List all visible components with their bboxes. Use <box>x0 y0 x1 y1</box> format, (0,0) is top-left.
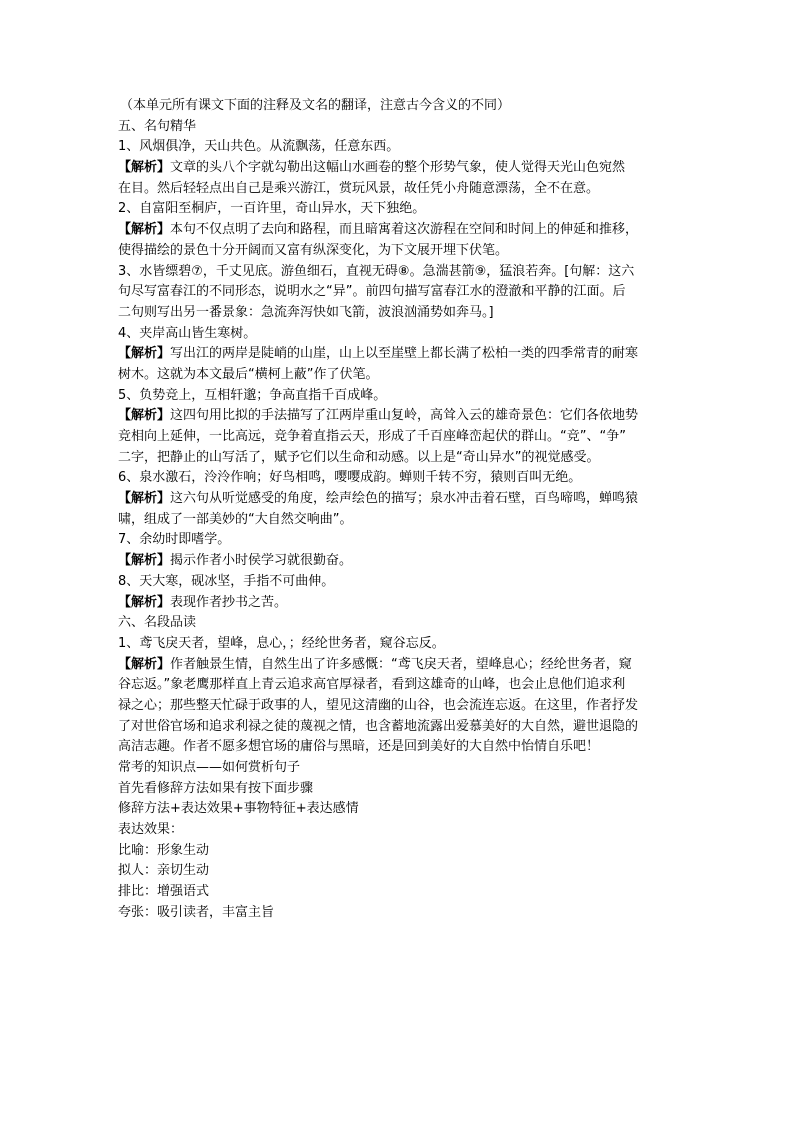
analysis-6-line-2: 啸，组成了一部美妙的“大自然交响曲”。 <box>118 511 353 527</box>
passage-analysis-line-3: 禄之心；那些整天忙碌于政事的人，望见这清幽的山谷，也会流连忘返。在这里，作者抒发 <box>118 697 639 713</box>
quote-6: 6、泉水激石，泠泠作响；好鸟相鸣，嘤嘤成韵。蝉则千转不穷，猿则百叫无绝。 <box>118 470 582 486</box>
analysis-tag: 【解析】 <box>118 408 171 424</box>
quote-3-line-1: 3、水皆缥碧⑦，千丈见底。游鱼细石，直视无碍⑧。急湍甚箭⑨，猛浪若奔。[句解：这六 <box>118 263 635 279</box>
analysis-1-line-2: 在目。然后轻轻点出自己是乘兴游江，赏玩风景，故任凭小舟随意漂荡，全不在意。 <box>118 180 600 196</box>
analysis-4-line-1: 【解析】写出江的两岸是陡峭的山崖，山上以至崖壁上都长满了松柏一类的四季常青的耐寒 <box>118 346 639 362</box>
quote-5: 5、负势竞上，互相轩邈；争高直指千百成峰。 <box>118 387 387 403</box>
effect-item: 拟人：亲切生动 <box>118 863 210 879</box>
analysis-5-line-3: 二字，把静止的山写活了，赋予它们以生命和动感。以上是“奇山异水”的视觉感受。 <box>118 449 600 465</box>
analysis-7-line-1: 【解析】揭示作者小时侯学习就很勤奋。 <box>118 553 353 569</box>
passage-analysis-line-2: 谷忘返。”象老鹰那样直上青云追求高官厚禄者，看到这雄奇的山峰，也会止息他们追求利 <box>118 677 626 693</box>
quote-8: 8、天大寒，砚冰坚，手指不可曲伸。 <box>118 573 335 589</box>
analysis-tag: 【解析】 <box>118 491 171 507</box>
document-body <box>118 96 678 924</box>
passage-analysis-line-1: 【解析】作者触景生情，自然生出了许多感慨：“鸢飞戾天者，望峰息心；经纶世务者，窥 <box>118 656 632 672</box>
analysis-1-line-1: 【解析】文章的头八个字就勾勒出这幅山水画卷的整个形势气象，使人觉得天光山色宛然 <box>118 160 626 176</box>
analysis-5-line-2: 竞相向上延伸，一比高远，竞争着直指云天，形成了千百座峰峦起伏的群山。“竞”、“争” <box>118 429 626 444</box>
analysis-4-line-2: 树木。这就为本文最后“横柯上蔽”作了伏笔。 <box>118 366 379 382</box>
analysis-6-line-1: 【解析】这六句从听觉感受的角度，绘声绘色的描写；泉水冲击着石壁，百鸟啼鸣，蝉鸣猿 <box>118 491 639 507</box>
effect-item: 比喻：形象生动 <box>118 842 210 858</box>
quote-3-line-2: 句尽写富春江的不同形态，说明水之“异”。前四句描写富春江水的澄澈和平静的江面。后 <box>118 284 626 300</box>
analysis-8-line-1: 【解析】表现作者抄书之苦。 <box>118 594 288 610</box>
quote-7: 7、余幼时即嗜学。 <box>118 532 231 548</box>
effects-label: 表达效果： <box>118 822 184 838</box>
analysis-2-line-1: 【解析】本句不仅点明了去向和路程，而且暗寓着这次游程在空间和时间上的伸延和推移， <box>118 222 639 238</box>
knowledge-title: 常考的知识点——如何赏析句子 <box>118 760 301 775</box>
analysis-tag: 【解析】 <box>118 656 171 672</box>
analysis-tag: 【解析】 <box>118 594 171 610</box>
section-6-heading: 六、名段品读 <box>118 615 197 631</box>
quote-2: 2、自富阳至桐庐，一百许里，奇山异水，天下独绝。 <box>118 201 426 217</box>
effect-item: 排比：增强语式 <box>118 884 210 900</box>
analysis-2-line-2: 使得描绘的景色十分开阔而又富有纵深变化，为下文展开埋下伏笔。 <box>118 242 509 258</box>
quote-1: 1、风烟俱净，天山共色。从流飘荡，任意东西。 <box>118 139 400 155</box>
analysis-5-line-1: 【解析】这四句用比拟的手法描写了江两岸重山复岭，高耸入云的雄奇景色：它们各依地势 <box>118 408 639 424</box>
analysis-tag: 【解析】 <box>118 346 171 362</box>
analysis-tag: 【解析】 <box>118 553 171 569</box>
passage-quote-1: 1、鸢飞戾天者，望峰，息心，；经纶世务者，窥谷忘反。 <box>118 635 445 651</box>
analysis-tag: 【解析】 <box>118 222 171 238</box>
passage-analysis-line-5: 高洁志趣。作者不愿多想官场的庸俗与黑暗，还是回到美好的大自然中怡情自乐吧！ <box>118 739 600 755</box>
passage-analysis-line-4: 了对世俗官场和追求利禄之徒的蔑视之情，也含蓄地流露出爱慕美好的大自然，避世退隐的 <box>118 718 639 734</box>
intro-note: （本单元所有课文下面的注释及文名的翻译，注意古今含义的不同） <box>120 98 511 113</box>
analysis-tag: 【解析】 <box>118 160 171 176</box>
section-5-heading: 五、名句精华 <box>118 118 197 134</box>
knowledge-step: 首先看修辞方法如果有按下面步骤 <box>118 780 314 796</box>
quote-4: 4、夹岸高山皆生寒树。 <box>118 325 257 341</box>
knowledge-formula: 修辞方法+表达效果+事物特征+表达感情 <box>118 801 359 817</box>
quote-3-line-3: 二句则写出另一番景象：急流奔泻快如飞箭，波浪汹涌势如奔马。] <box>118 304 494 320</box>
effect-item: 夸张：吸引读者，丰富主旨 <box>118 904 275 920</box>
